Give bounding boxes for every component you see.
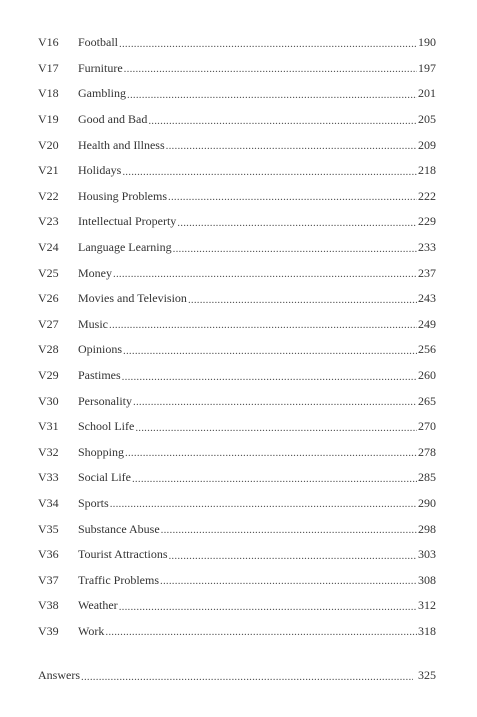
toc-entry[interactable] <box>38 542 436 568</box>
section-code: V36 <box>38 547 59 562</box>
section-title: Music <box>78 316 108 331</box>
section-code: V28 <box>38 342 59 357</box>
section-code: V19 <box>38 112 59 127</box>
toc-entry[interactable] <box>38 567 436 593</box>
table-of-contents <box>38 30 436 644</box>
page-number: 278 <box>418 444 436 459</box>
page-number: 222 <box>418 188 436 203</box>
section-code: V17 <box>38 60 59 75</box>
section-title: Housing Problems <box>78 188 168 203</box>
section-code: V21 <box>38 163 59 178</box>
answers-title: Answers <box>38 668 80 683</box>
section-code: V18 <box>38 86 59 101</box>
section-code: V37 <box>38 572 59 587</box>
dot-leader <box>177 217 417 229</box>
section-title: Football <box>78 35 119 50</box>
page-number: 190 <box>418 35 436 50</box>
section-title: Shopping <box>78 444 125 459</box>
dot-leader <box>127 89 417 101</box>
section-code: V34 <box>38 495 59 510</box>
toc-entry[interactable] <box>38 312 436 338</box>
toc-entry[interactable] <box>38 440 436 466</box>
section-title: Weather <box>78 598 118 613</box>
section-code: V29 <box>38 368 59 383</box>
page-number: 308 <box>418 572 436 587</box>
section-code: V20 <box>38 137 59 152</box>
toc-entry[interactable] <box>38 363 436 389</box>
toc-entry[interactable] <box>38 184 436 210</box>
page-number: 201 <box>418 86 436 101</box>
page-number: 218 <box>418 163 436 178</box>
dot-leader <box>133 396 417 408</box>
section-title: Opinions <box>78 342 123 357</box>
dot-leader <box>125 447 417 459</box>
section-title: School Life <box>78 419 135 434</box>
toc-entry[interactable] <box>38 56 436 82</box>
section-title: Furniture <box>78 60 123 75</box>
section-code: V32 <box>38 444 59 459</box>
section-title: Social Life <box>78 470 131 485</box>
page-number: 256 <box>418 342 436 357</box>
dot-leader <box>148 115 417 127</box>
toc-entry[interactable] <box>38 516 436 542</box>
section-code: V26 <box>38 291 59 306</box>
page-number: 197 <box>418 60 436 75</box>
dot-leader <box>166 140 417 152</box>
dot-leader <box>161 524 417 536</box>
dot-leader <box>109 319 417 331</box>
dot-leader <box>132 473 417 485</box>
dot-leader <box>168 550 417 562</box>
answers-entry[interactable] <box>38 663 436 689</box>
section-code: V30 <box>38 393 59 408</box>
toc-entry[interactable] <box>38 388 436 414</box>
dot-leader <box>123 345 417 357</box>
toc-entry[interactable] <box>38 619 436 645</box>
dot-leader <box>110 498 417 510</box>
section-code: V27 <box>38 316 59 331</box>
toc-entry[interactable] <box>38 81 436 107</box>
page-number: 285 <box>418 470 436 485</box>
dot-leader <box>81 671 413 683</box>
section-title: Health and Illness <box>78 137 165 152</box>
section-title: Language Learning <box>78 240 172 255</box>
section-title: Good and Bad <box>78 112 148 127</box>
section-title: Work <box>78 623 105 638</box>
page-number: 237 <box>418 265 436 280</box>
dot-leader <box>122 166 417 178</box>
dot-leader <box>135 422 417 434</box>
section-title: Sports <box>78 495 109 510</box>
section-title: Substance Abuse <box>78 521 160 536</box>
page-number: 260 <box>418 368 436 383</box>
toc-entry[interactable] <box>38 30 436 56</box>
toc-entry-answers <box>38 663 436 689</box>
page-number: 249 <box>418 316 436 331</box>
section-code: V31 <box>38 419 59 434</box>
page-number: 312 <box>418 598 436 613</box>
page-number: 205 <box>418 112 436 127</box>
section-title: Gambling <box>78 86 126 101</box>
page-number: 298 <box>418 521 436 536</box>
toc-entry[interactable] <box>38 132 436 158</box>
dot-leader <box>105 626 417 638</box>
toc-entry[interactable] <box>38 491 436 517</box>
section-code: V35 <box>38 521 59 536</box>
section-code: V22 <box>38 188 59 203</box>
toc-entry[interactable] <box>38 209 436 235</box>
page-number: 290 <box>418 495 436 510</box>
section-title: Holidays <box>78 163 122 178</box>
section-title: Pastimes <box>78 368 121 383</box>
toc-entry[interactable] <box>38 107 436 133</box>
toc-entry[interactable] <box>38 337 436 363</box>
dot-leader <box>122 371 417 383</box>
toc-entry[interactable] <box>38 465 436 491</box>
page-number: 229 <box>418 214 436 229</box>
toc-entry[interactable] <box>38 414 436 440</box>
page-number: 270 <box>418 419 436 434</box>
dot-leader <box>160 575 417 587</box>
section-code: V33 <box>38 470 59 485</box>
page-number: 233 <box>418 240 436 255</box>
dot-leader <box>119 38 417 50</box>
toc-entry[interactable] <box>38 593 436 619</box>
dot-leader <box>173 243 417 255</box>
section-code: V38 <box>38 598 59 613</box>
page-number: 265 <box>418 393 436 408</box>
toc-entry[interactable] <box>38 235 436 261</box>
toc-entry[interactable] <box>38 286 436 312</box>
section-code: V23 <box>38 214 59 229</box>
dot-leader <box>113 268 417 280</box>
dot-leader <box>124 63 417 75</box>
page-number: 325 <box>418 668 436 683</box>
dot-leader <box>168 191 417 203</box>
section-title: Personality <box>78 393 132 408</box>
page-number: 243 <box>418 291 436 306</box>
section-title: Intellectual Property <box>78 214 177 229</box>
section-title: Tourist Attractions <box>78 547 168 562</box>
page-number: 209 <box>418 137 436 152</box>
page-number: 303 <box>418 547 436 562</box>
section-code: V39 <box>38 623 59 638</box>
section-code: V16 <box>38 35 59 50</box>
section-title: Money <box>78 265 112 280</box>
section-title: Traffic Problems <box>78 572 159 587</box>
dot-leader <box>119 601 417 613</box>
section-code: V25 <box>38 265 59 280</box>
toc-entry[interactable] <box>38 158 436 184</box>
toc-entry[interactable] <box>38 260 436 286</box>
section-code: V24 <box>38 240 59 255</box>
section-title: Movies and Television <box>78 291 187 306</box>
dot-leader <box>188 294 417 306</box>
page-number: 318 <box>418 623 436 638</box>
